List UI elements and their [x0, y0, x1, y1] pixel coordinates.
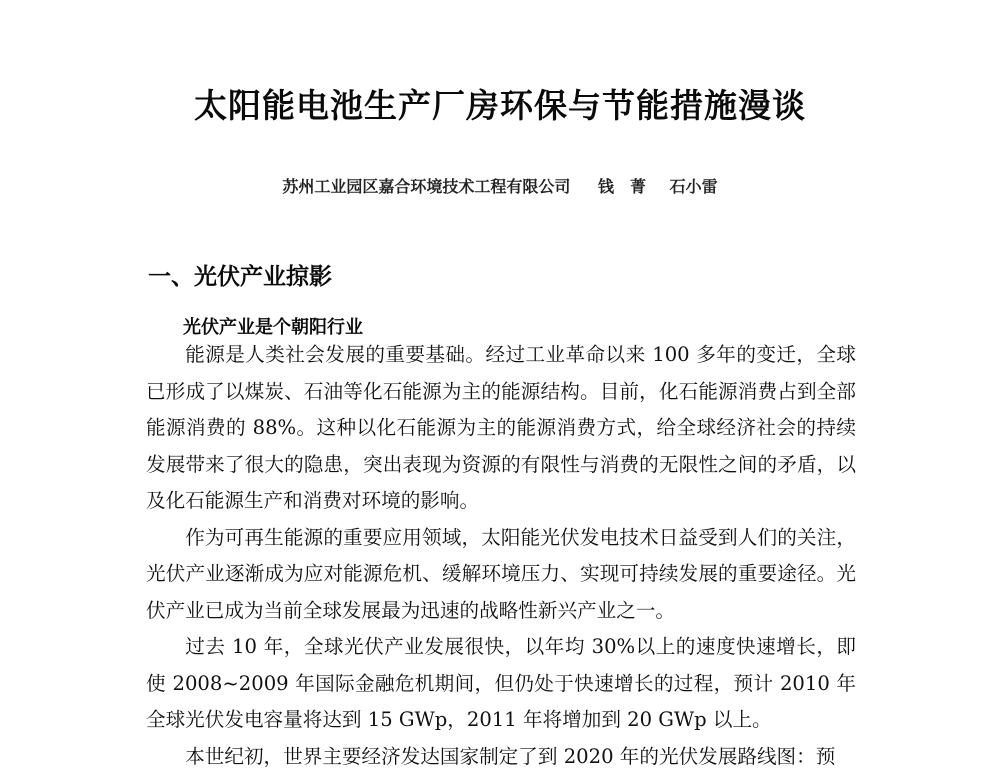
paragraph: 能源是人类社会发展的重要基础。经过工业革命以来 100 多年的变迁，全球已形成了以煤炭、石油等化石能源为主的能源结构。目前，化石能源消费占到全部能源消费的 88%。这种以化石能源为主的能源消费方式，给全球经济社会的持续发展带来了很大的隐患，突出表现为资源的有限性与消费的无限性之间的矛盾，以及化石能源生产和消费对环境的影响。: [146, 337, 856, 520]
author-name: 石小雷: [670, 174, 718, 197]
paragraph: 过去 10 年，全球光伏产业发展很快，以年均 30%以上的速度快速增长，即使 2008~2009 年国际金融危机期间，但仍处于快速增长的过程，预计 2010 年全球光伏发电容量将达到 15 GWp，2011 年将增加到 20 GWp 以上。: [146, 629, 856, 739]
document-title: 太阳能电池生产厂房环保与节能措施漫谈: [0, 80, 1000, 127]
author-name: 钱 菁: [598, 174, 646, 197]
subsection-heading: 光伏产业是个朝阳行业: [183, 313, 363, 339]
author-organization: 苏州工业园区嘉合环境技术工程有限公司: [282, 174, 570, 197]
paragraph: 作为可再生能源的重要应用领域，太阳能光伏发电技术日益受到人们的关注，光伏产业逐渐成为应对能源危机、缓解环境压力、实现可持续发展的重要途径。光伏产业已成为当前全球发展最为迅速的战略性新兴产业之一。: [146, 520, 856, 630]
body-text: [146, 337, 856, 775]
byline: [0, 174, 1000, 197]
section-heading: 一、光伏产业掠影: [148, 258, 332, 291]
paragraph: 本世纪初，世界主要经济发达国家制定了到 2020 年的光伏发展路线图：预: [146, 739, 856, 775]
